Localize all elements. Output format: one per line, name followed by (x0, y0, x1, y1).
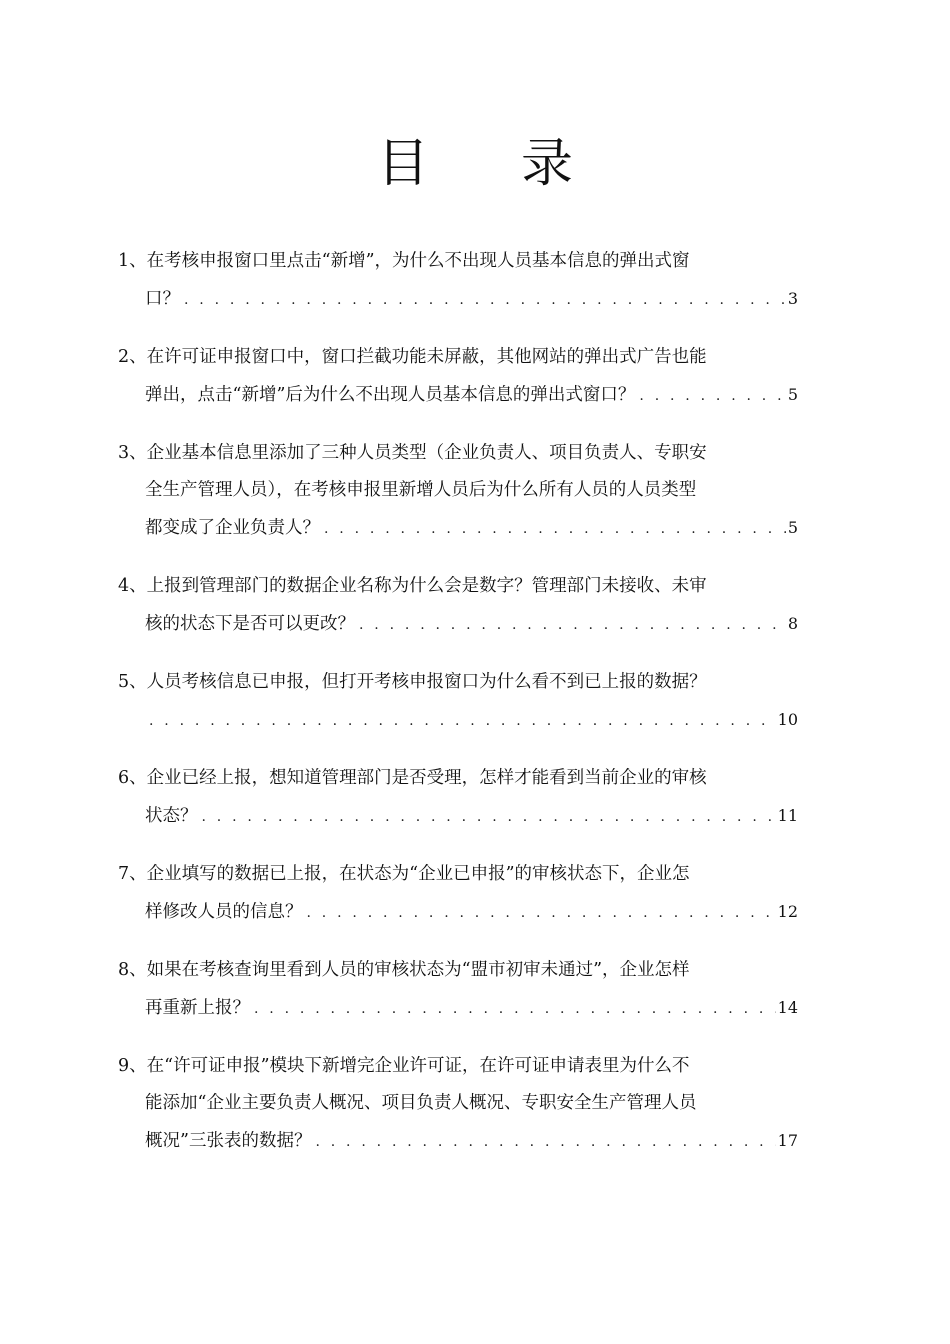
toc-entry-text-line: 2、在许可证申报窗口中，窗口拦截功能未屏蔽，其他网站的弹出式广告也能 (118, 347, 707, 367)
toc-page-number: 17 (777, 1131, 798, 1150)
toc-entry-text-end: 都变成了企业负责人？ (145, 518, 320, 538)
toc-entry-text-line: 1、在考核申报窗口里点击“新增”，为什么不出现人员基本信息的弹出式窗 (118, 251, 690, 271)
toc-entry[interactable] (118, 952, 798, 1026)
dot-leader (254, 991, 776, 1026)
toc-entry-text-end: 概况”三张表的数据？ (145, 1131, 312, 1151)
toc-entry-text-line: 8、如果在考核查询里看到人员的审核状态为“盟市初审未通过”，企业怎样 (118, 960, 690, 980)
toc-entry-last-line (118, 605, 798, 642)
toc-entry[interactable] (118, 664, 798, 738)
toc-entry[interactable] (118, 856, 798, 930)
title-char-1: 目 (376, 134, 429, 194)
toc-entry-text-line: 5、人员考核信息已申报，但打开考核申报窗口为什么看不到已上报的数据？ (118, 672, 707, 692)
toc-entry-text-line: 7、企业填写的数据已上报，在状态为“企业已申报”的审核状态下，企业怎 (118, 864, 690, 884)
dot-leader (324, 511, 786, 546)
title-char-2: 录 (521, 134, 574, 194)
toc-entry-text-end: 再重新上报？ (145, 998, 250, 1018)
toc-page-number: 3 (787, 289, 798, 308)
dot-leader (184, 282, 786, 317)
toc-entry[interactable] (118, 568, 798, 642)
toc-entry-last-line (118, 701, 798, 738)
dot-leader (315, 1124, 775, 1159)
toc-page-number: 11 (777, 806, 798, 825)
toc-page-number: 14 (777, 998, 798, 1017)
toc-entry[interactable] (118, 1048, 798, 1159)
toc-entry-last-line (118, 797, 798, 834)
toc-entry-last-line (118, 376, 798, 413)
toc-entry-text-line: 9、在“许可证申报”模块下新增完企业许可证，在许可证申请表里为什么不 (118, 1056, 690, 1076)
toc-entry-text-line: 能添加“企业主要负责人概况、项目负责人概况、专职安全生产管理人员 (145, 1093, 697, 1113)
toc-entry-last-line (118, 989, 798, 1026)
toc-entry-text-end: 核的状态下是否可以更改？ (145, 614, 355, 634)
toc-page-number: 5 (787, 385, 798, 404)
toc-entry[interactable] (118, 339, 798, 413)
toc-entry-text-line: 全生产管理人员），在考核申报里新增人员后为什么所有人员的人员类型 (145, 480, 697, 500)
toc-entry-text-line: 6、企业已经上报，想知道管理部门是否受理，怎样才能看到当前企业的审核 (118, 768, 707, 788)
toc-entry-last-line (118, 893, 798, 930)
dot-leader (202, 799, 776, 834)
toc-entry-text-end: 状态？ (145, 806, 198, 826)
table-of-contents (118, 243, 798, 1181)
dot-leader (359, 607, 786, 642)
toc-entry[interactable] (118, 243, 798, 317)
dot-leader (307, 895, 776, 930)
toc-entry-last-line (118, 280, 798, 317)
toc-entry-text-end: 样修改人员的信息？ (145, 902, 303, 922)
toc-entry-text-end: 弹出，点击“新增”后为什么不出现人员基本信息的弹出式窗口？ (145, 385, 636, 405)
toc-entry[interactable] (118, 760, 798, 834)
toc-entry-last-line (118, 509, 798, 546)
toc-entry-text-line: 4、上报到管理部门的数据企业名称为什么会是数字？管理部门未接收、未审 (118, 576, 707, 596)
page-title (0, 128, 950, 200)
dot-leader (639, 378, 785, 413)
toc-entry-last-line (118, 1122, 798, 1159)
toc-entry-text-end: 口？ (145, 289, 180, 309)
toc-page-number: 5 (787, 518, 798, 537)
toc-page-number: 8 (787, 614, 798, 633)
dot-leader (149, 703, 776, 738)
toc-entry-text-line: 3、企业基本信息里添加了三种人员类型（企业负责人、项目负责人、专职安 (118, 443, 707, 463)
toc-entry[interactable] (118, 435, 798, 546)
toc-page-number: 10 (777, 710, 798, 729)
toc-page-number: 12 (777, 902, 798, 921)
